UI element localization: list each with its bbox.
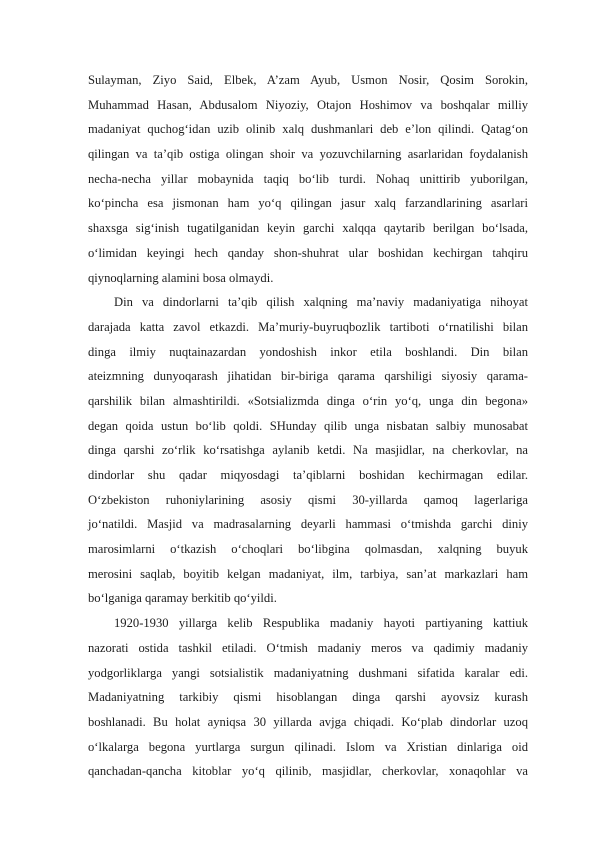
- text-line: qarshilik bilan almashtirildi. «Sotsializmda dinga o‘rin yo‘q, unga din begona»: [88, 393, 528, 408]
- text-line: madaniyat quchog‘idan uzib olinib xalq dushmanlari deb e’lon qilindi. Qatag‘on: [88, 122, 528, 137]
- paragraph: [88, 290, 528, 611]
- paragraph: [88, 611, 528, 784]
- text-line: Muhammad Hasan, Abdusalom Niyoziy, Otajon Hoshimov va boshqalar milliy: [88, 97, 528, 112]
- text-line: Sulayman, Ziyo Said, Elbek, A’zam Ayub, Usmon Nosir, Qosim Sorokin,: [88, 73, 528, 87]
- text-line: yodgorliklarga yangi sotsialistik madaniyatning dushmani sifatida karalar edi.: [88, 665, 528, 680]
- text-line: marosimlarni o‘tkazish o‘choqlari bo‘libgina qolmasdan, xalqning buyuk: [88, 542, 528, 557]
- text-line: shaxsga sig‘inish tugatilganidan keyin garchi xalqqa qaytarib berilgan bo‘lsada,: [88, 221, 528, 236]
- text-line: 1920-1930 yillarga kelib Respublika madaniy hayoti partiyaning kattiuk: [114, 616, 528, 631]
- text-line: dinga qarshi zo‘rlik ko‘rsatishga aylanib ketdi. Na masjidlar, na cherkovlar, na: [88, 443, 528, 458]
- text-line: ateizmning dunyoqarash jihatidan bir-biriga qarama qarshiligi siyosiy qarama-: [88, 369, 528, 384]
- text-line: qilingan va ta’qib ostiga olingan shoir va yozuvchilarning asarlaridan foydalanish: [88, 147, 528, 162]
- text-line: jo‘natildi. Masjid va madrasalarning deyarli hammasi o‘tmishda garchi diniy: [88, 517, 528, 532]
- body-text: [88, 68, 528, 784]
- text-line: dinga ilmiy nuqtainazardan yondoshish inkor etila boshlandi. Din bilan: [88, 344, 528, 359]
- text-line: Madaniyatning tarkibiy qismi hisoblangan dinga qarshi ayovsiz kurash: [88, 690, 528, 705]
- text-line: dindorlar shu qadar miqyosdagi ta’qiblarni boshidan kechirmagan edilar.: [88, 468, 528, 482]
- text-line: nazorati ostida tashkil etiladi. O‘tmish madaniy meros va qadimiy madaniy: [88, 640, 528, 655]
- paragraph: [88, 68, 528, 290]
- text-line: O‘zbekiston ruhoniylarining asosiy qismi 30-yillarda qamoq lagerlariga: [88, 492, 528, 507]
- text-line: necha-necha yillar mobaynida taqiq bo‘lib turdi. Nohaq unittirib yuborilgan,: [88, 171, 528, 186]
- text-line: darajada katta zavol etkazdi. Ma’muriy-buyruqbozlik tartiboti o‘rnatilishi bilan: [88, 319, 528, 334]
- text-line: o‘limidan keyingi hech qanday shon-shuhrat ular boshidan kechirgan tahqiru: [88, 245, 528, 260]
- text-line: merosini saqlab, boyitib kelgan madaniyat, ilm, tarbiya, san’at markazlari ham: [88, 566, 528, 581]
- text-line: Din va dindorlarni ta’qib qilish xalqning ma’naviy madaniyatiga nihoyat: [114, 295, 528, 310]
- text-line: boshlanadi. Bu holat ayniqsa 30 yillarda avjga chiqadi. Ko‘plab dindorlar uzoq: [88, 714, 528, 729]
- text-line: qiynoqlarning alamini bosa olmaydi.: [88, 270, 274, 285]
- text-line: o‘lkalarga begona yurtlarga surgun qilinadi. Islom va Xristian dinlariga oid: [88, 739, 528, 754]
- text-line: ko‘pincha esa jismonan ham yo‘q qilingan jasur xalq farzandlarining asarlari: [88, 196, 528, 211]
- text-line: degan qoida ustun bo‘lib qoldi. SHunday qilib unga nisbatan salbiy munosabat: [88, 418, 528, 433]
- text-line: qanchadan-qancha kitoblar yo‘q qilinib, masjidlar, cherkovlar, xonaqohlar va: [88, 764, 528, 779]
- text-line: bo‘lganiga qaramay berkitib qo‘yildi.: [88, 591, 277, 606]
